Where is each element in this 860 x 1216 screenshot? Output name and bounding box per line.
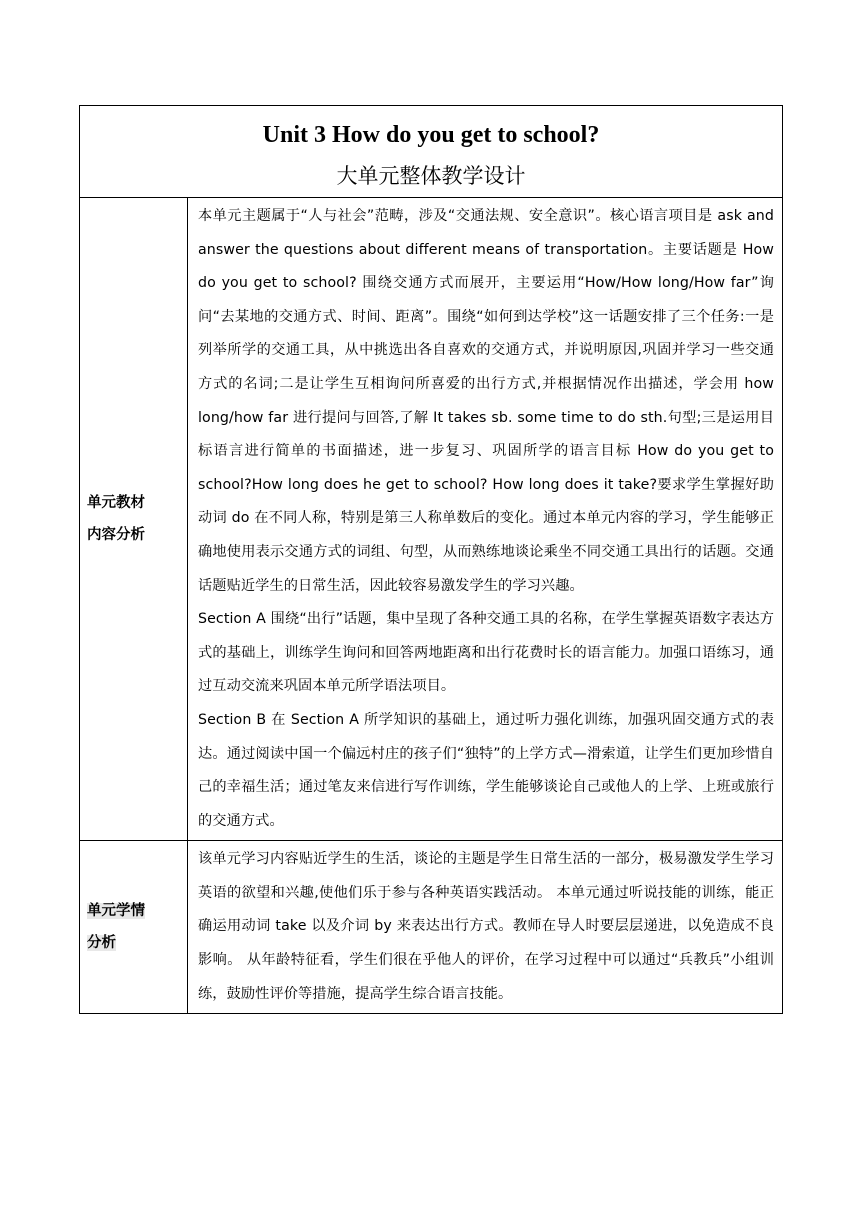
unit-design-table [79, 105, 783, 1014]
section-label-line1: 单元学情 [87, 903, 145, 920]
header-row [80, 106, 783, 198]
content-paragraph: 该单元学习内容贴近学生的生活，谈论的主题是学生日常生活的一部分，极易激发学生学习英语的欲望和兴趣,使他们乐于参与各种英语实践活动。 本单元通过听说技能的训练，能正确运用动词 take 以及介词 by 来表达出行方式。教师在导人时要层层递进，以免造成不良影响。 从年龄特征看，学生们很在乎他人的评价，在学习过程中可以通过“兵教兵”小组训练，鼓励性评价等措施，提高学生综合语言技能。 [198, 851, 774, 1002]
document-subtitle: 大单元整体教学设计 [336, 163, 526, 188]
section-row-learner-analysis [80, 841, 783, 1014]
section-label-line2: 内容分析 [87, 527, 145, 544]
section-label-cell [80, 198, 188, 841]
document-title: Unit 3 How do you get to school? [262, 121, 600, 148]
section-label-cell [80, 841, 188, 1014]
section-label [87, 487, 187, 551]
section-label-line2: 分析 [87, 935, 116, 952]
section-content-cell [188, 841, 783, 1014]
section-label-line1: 单元教材 [87, 495, 145, 512]
content-paragraph: Section A 围绕“出行”话题，集中呈现了各种交通工具的名称，在学生掌握英语数字表达方式的基础上，训练学生询问和回答两地距离和出行花费时长的语言能力。加强口语练习，通过互动交流来巩固本单元所学语法项目。 [198, 611, 774, 695]
content-paragraph: 本单元主题属于“人与社会”范畴，涉及“交通法规、安全意识”。核心语言项目是 ask and answer the questions about different means of transportation。主要话题是 How do you get to school? 围绕交通方式而展开，主要运用“How/How long/How far”询问“去某地的交通方式、时间、距离”。围绕“如何到达学校”这一话题安排了三个任务:一是列举所学的交通工具，从中挑选出各自喜欢的交通方式，并说明原因,巩固并学习一些交通方式的名词;二是让学生互相询问所喜爱的出行方式,并根据情况作出描述，学会用 how long/how far 进行提问与回答,了解 It takes sb. some time to do sth.句型;三是运用目标语言进行简单的书面描述，进一步复习、巩固所学的语言目标 How do you get to school?How long does he get to school? How long does it take?要求学生掌握好助动词 do 在不同人称，特别是第三人称单数后的变化。通过本单元内容的学习，学生能够正确地使用表示交通方式的词组、句型，从而熟练地谈论乘坐不同交通工具出行的话题。交通话题贴近学生的日常生活，因此较容易激发学生的学习兴趣。 [198, 208, 774, 594]
header-cell [80, 106, 783, 198]
content-paragraph: Section B 在 Section A 所学知识的基础上，通过听力强化训练，加强巩固交通方式的表达。通过阅读中国一个偏远村庄的孩子们“独特”的上学方式—滑索道，让学生们更加珍惜自己的幸福生活；通过笔友来信进行写作训练，学生能够谈论自己或他人的上学、上班或旅行的交通方式。 [198, 711, 774, 829]
section-content-cell [188, 198, 783, 841]
section-label [87, 895, 187, 959]
section-row-textbook-analysis [80, 198, 783, 841]
